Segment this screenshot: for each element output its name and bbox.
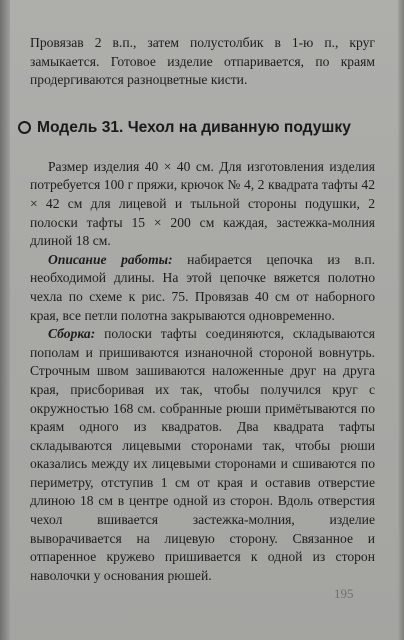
work-description-paragraph: [30, 251, 375, 325]
circle-bullet-icon: [18, 121, 31, 134]
page-content: [30, 34, 375, 585]
intro-paragraph: Провязав 2 в.п., затем полустолбик в 1-ю п., круг замыкается. Готовое изделие отпаривается, по краям продергиваются разноцветные кисти.: [30, 35, 375, 88]
section-heading-text: Модель 31. Чехол на диванную подушку: [37, 118, 351, 136]
assembly-paragraph: [30, 325, 375, 585]
work-description-text: набирается цепочка из в.п. необходимой длины. На этой цепочке вяжется полотно чехла по схеме к рис. 75. Провязав 40 см от наборного края, все петли полотна закрываются одновременно.: [30, 251, 375, 323]
section-heading: [18, 119, 375, 137]
page-edge-shadow-right: [398, 0, 404, 640]
work-description-label: Описание работы:: [48, 251, 173, 267]
page-edge-shadow-left: [0, 0, 10, 640]
size-paragraph: Размер изделия 40 × 40 см. Для изготовления изделия потребуется 100 г пряжи, крючок № 4, 2 квадрата тафты 42 × 42 см для лицевой и тыльной стороны подушки, 2 полоски тафты 15 × 200 см каждая, застежка-молния длиной 18 см.: [30, 158, 375, 249]
assembly-text: полоски тафты соединяются, складываются пополам и пришиваются изнаночной стороной вовнутрь. Строчным швом зашиваются наложенные друг на друга края, присборивая их так, чтобы получился круг с окружностью 168 см. собранные рюши примётываются по краям одного из квадратов. Два квадрата тафты складываются лицевыми сторонами так, чтобы рюши оказались между их лицевыми сторонами и сшиваются по периметру, отступив 1 см от края и оставив отверстие длиною 18 см в центре одной из сторон. Вдоль отверстия чехол вшивается застежка-молния, изделие выворачивается на лицевую сторону. Связанное и отпаренное кружево пришивается к одной из сторон наволочки у основания рюшей.: [30, 326, 375, 583]
assembly-label: Сборка:: [48, 326, 96, 342]
page-number: 195: [334, 586, 354, 601]
